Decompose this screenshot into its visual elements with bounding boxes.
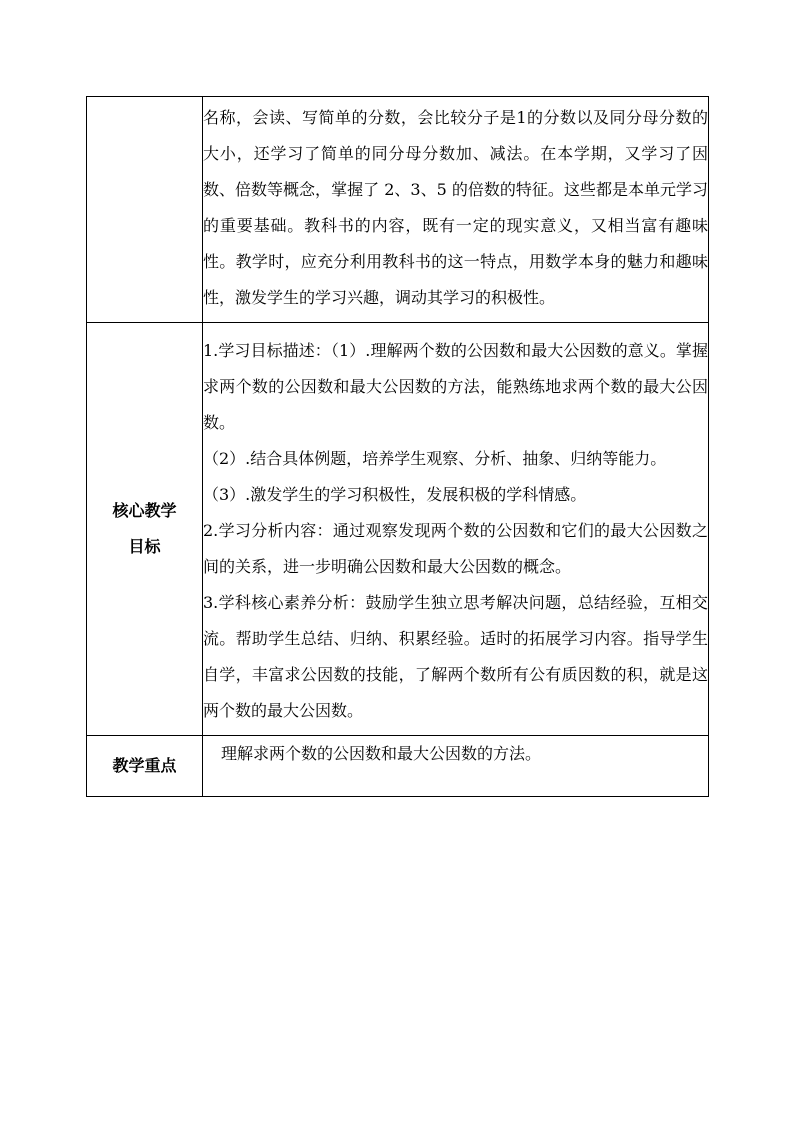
core-objectives-cell [203, 323, 709, 736]
objective-paragraph-4: 2.学习分析内容：通过观察发现两个数的公因数和它们的最大公因数之间的关系，进一步明确公因数和最大公因数的概念。 [203, 521, 708, 576]
key-points-label: 教学重点 [87, 736, 203, 797]
table-row-key-points [87, 736, 709, 797]
objective-paragraph-1: 1.学习目标描述：（1）.理解两个数的公因数和最大公因数的意义。掌握求两个数的公因数和最大公因数的方法，能熟练地求两个数的最大公因数。 [203, 341, 708, 432]
lesson-plan-table [86, 96, 709, 797]
background-text-cell [203, 97, 709, 323]
core-objectives-label-line2: 目标 [128, 537, 161, 556]
key-points-cell [203, 736, 709, 797]
background-paragraph: 名称，会读、写简单的分数，会比较分子是1的分数以及同分母分数的大小，还学习了简单的同分母分数加、减法。在本学期，又学习了因数、倍数等概念，掌握了 2、3、5 的倍数的特征。这些都是本单元学习的重要基础。教科书的内容，既有一定的现实意义，又相当富有趣味性。教学时，应充分利用教科书的这一特点，用数学本身的魅力和趣味性，激发学生的学习兴趣，调动其学习的积极性。 [203, 108, 708, 307]
objective-paragraph-5: 3.学科核心素养分析：鼓励学生独立思考解决问题，总结经验，互相交流。帮助学生总结、归纳、积累经验。适时的拓展学习内容。指导学生自学，丰富求公因数的技能，了解两个数所有公有质因数的积，就是这两个数的最大公因数。 [203, 593, 708, 720]
objective-paragraph-2: （2）.结合具体例题，培养学生观察、分析、抽象、归纳等能力。 [203, 449, 667, 468]
core-objectives-label-line1: 核心教学 [112, 501, 177, 520]
objective-paragraph-3: （3）.激发学生的学习积极性，发展积极的学科情感。 [203, 485, 587, 504]
row-label-empty [87, 97, 203, 323]
key-points-text: 理解求两个数的公因数和最大公因数的方法。 [221, 744, 542, 763]
table-row-core-objectives [87, 323, 709, 736]
core-objectives-label [87, 323, 203, 736]
table-row-background [87, 97, 709, 323]
